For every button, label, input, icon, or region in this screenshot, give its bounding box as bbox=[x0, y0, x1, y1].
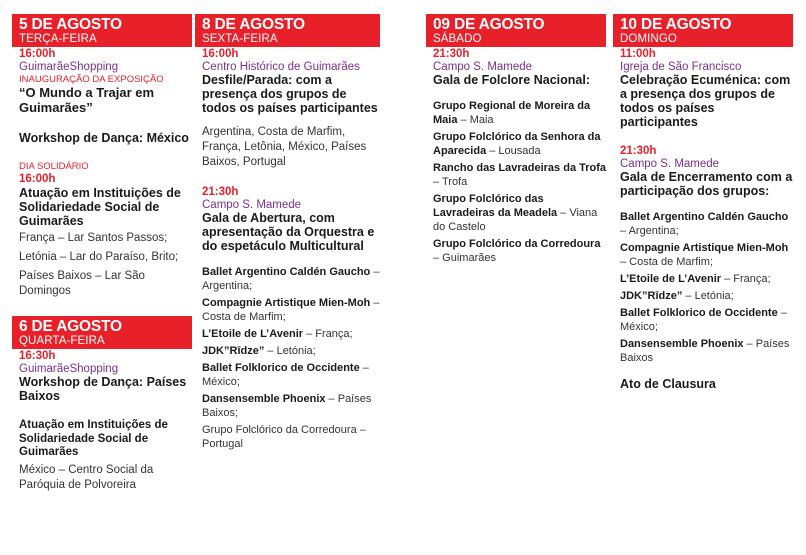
event-gala-abertura bbox=[195, 186, 380, 451]
event-title: Celebração Ecuménica: com a presença dos grupos de todos os países participantes bbox=[620, 73, 791, 129]
event-title: Desfile/Parada: com a presença dos grupos de todos os países participantes bbox=[202, 73, 378, 115]
day-header-09-agosto bbox=[426, 14, 606, 47]
event-label: DIA SOLIDÁRIO bbox=[19, 161, 89, 172]
event-line: Países Baixos – Lar São Domingos bbox=[19, 270, 145, 297]
event-title: Workshop de Dança: Países Baixos bbox=[19, 375, 187, 403]
performer-item: JDK”Rīdze” – Letónia; bbox=[620, 290, 734, 302]
event-workshop-paises-baixos bbox=[12, 350, 192, 403]
event-time: 16:00h bbox=[19, 48, 56, 60]
performer-item: Ballet Folklorico de Occidente – México; bbox=[620, 307, 787, 333]
performer-item: Ballet Folklorico de Occidente – México; bbox=[202, 362, 369, 388]
event-location: Igreja de São Francisco bbox=[620, 61, 742, 73]
performer-item: L’Etoile de L’Avenir – França; bbox=[620, 273, 771, 285]
event-text: Argentina, Costa de Marfim, França, Letônia, México, Países Baixos, Portugal bbox=[202, 126, 367, 168]
event-text: México – Centro Social da Paróquia de Polvoreira bbox=[19, 463, 154, 491]
event-line: França – Lar Santos Passos; bbox=[19, 232, 168, 244]
performer-item: Compagnie Artistique Mien-Moh – Costa de Marfim; bbox=[620, 242, 789, 268]
performer-item: L’Etoile de L’Avenir – França; bbox=[202, 328, 353, 340]
day-date: 10 DE AGOSTO bbox=[620, 16, 732, 33]
event-gala-encerramento bbox=[613, 145, 793, 365]
day-header-6-agosto bbox=[12, 316, 192, 349]
day-header-8-agosto bbox=[195, 14, 380, 47]
performer-list bbox=[433, 99, 606, 265]
event-workshop-mexico bbox=[12, 131, 192, 145]
performer-item: Grupo Folclórico da Corredoura – Portugal bbox=[202, 424, 366, 450]
performer-item: Grupo Folclórico da Corredoura – Guimarães bbox=[433, 238, 601, 264]
event-gala-folclore bbox=[426, 48, 606, 265]
day-date: 6 DE AGOSTO bbox=[19, 318, 122, 335]
day-date: 8 DE AGOSTO bbox=[202, 16, 305, 33]
event-time: 21:30h bbox=[202, 186, 239, 198]
event-time: 16:30h bbox=[19, 350, 56, 362]
event-title: Workshop de Dança: México bbox=[19, 131, 189, 145]
event-label: INAUGURAÇÃO DA EXPOSIÇÃO bbox=[19, 74, 164, 85]
performer-item: Rancho das Lavradeiras da Trofa – Trofa bbox=[433, 162, 607, 188]
day-weekday: DOMINGO bbox=[620, 33, 677, 45]
performer-item: Grupo Folclórico das Lavradeiras da Meadela – Viana do Castelo bbox=[433, 193, 598, 233]
event-time: 16:00h bbox=[19, 173, 56, 185]
performer-item: Dansensemble Phoenix – Países Baixos bbox=[620, 338, 790, 364]
day-weekday: TERÇA-FEIRA bbox=[19, 33, 97, 45]
performer-item: Ballet Argentino Caldén Gaucho – Argentina; bbox=[620, 211, 789, 237]
day-header-10-agosto bbox=[613, 14, 793, 47]
day-weekday: QUARTA-FEIRA bbox=[19, 335, 105, 347]
column-4 bbox=[613, 0, 793, 391]
day-header-5-agosto bbox=[12, 14, 192, 47]
performer-item: Grupo Regional de Moreira da Maia – Maia bbox=[433, 100, 591, 126]
day-weekday: SEXTA-FEIRA bbox=[202, 33, 278, 45]
event-location: Campo S. Mamede bbox=[433, 61, 533, 73]
event-time: 21:30h bbox=[620, 145, 657, 157]
column-2 bbox=[195, 0, 380, 454]
event-title: Ato de Clausura bbox=[620, 377, 716, 391]
event-title: Gala de Abertura, com apresentação da Orquestra e do espetáculo Multicultural bbox=[202, 211, 375, 253]
performer-item: Compagnie Artistique Mien-Moh – Costa de Marfim; bbox=[202, 297, 380, 323]
event-atuacao-instituicoes bbox=[12, 419, 192, 493]
event-location: Campo S. Mamede bbox=[202, 199, 302, 211]
event-time: 21:30h bbox=[433, 48, 470, 60]
day-weekday: SÁBADO bbox=[433, 33, 482, 45]
day-date: 5 DE AGOSTO bbox=[19, 16, 122, 33]
event-time: 11:00h bbox=[620, 48, 656, 60]
column-1 bbox=[12, 0, 192, 493]
event-celebracao-ecumenica bbox=[613, 48, 793, 129]
performer-list bbox=[620, 210, 793, 365]
event-time: 16:00h bbox=[202, 48, 239, 60]
event-title: Gala de Encerramento com a participação dos grupos: bbox=[620, 170, 793, 198]
performer-item: Grupo Folclórico da Senhora da Aparecida – Lousada bbox=[433, 131, 601, 157]
event-title: Gala de Folclore Nacional: bbox=[433, 73, 590, 87]
event-dia-solidario bbox=[12, 161, 192, 299]
performer-item: Dansensemble Phoenix – Países Baixos; bbox=[202, 393, 372, 419]
column-3 bbox=[426, 0, 606, 268]
event-line: Letónia – Lar do Paraíso, Brito; bbox=[19, 251, 179, 263]
event-location: Campo S. Mamede bbox=[620, 158, 720, 170]
event-ato-clausura bbox=[613, 377, 793, 391]
event-location: GuimarãeShopping bbox=[19, 363, 119, 375]
event-inauguracao bbox=[12, 48, 192, 115]
day-date: 09 DE AGOSTO bbox=[433, 16, 545, 33]
performer-item: JDK”Rīdze” – Letónia; bbox=[202, 345, 316, 357]
event-location: GuimarãeShopping bbox=[19, 61, 119, 73]
event-title: Atuação em Instituições de Solidariedade Social de Guimarães bbox=[19, 186, 181, 228]
performer-item: Ballet Argentino Caldén Gaucho – Argentina; bbox=[202, 266, 380, 292]
event-title: Atuação em Instituições de Solidariedade Social de Guimarães bbox=[19, 419, 168, 458]
event-desfile bbox=[195, 48, 380, 170]
event-location: Centro Histórico de Guimarães bbox=[202, 61, 360, 73]
performer-list bbox=[202, 265, 380, 451]
event-title: “O Mundo a Trajar em Guimarães” bbox=[19, 85, 155, 115]
